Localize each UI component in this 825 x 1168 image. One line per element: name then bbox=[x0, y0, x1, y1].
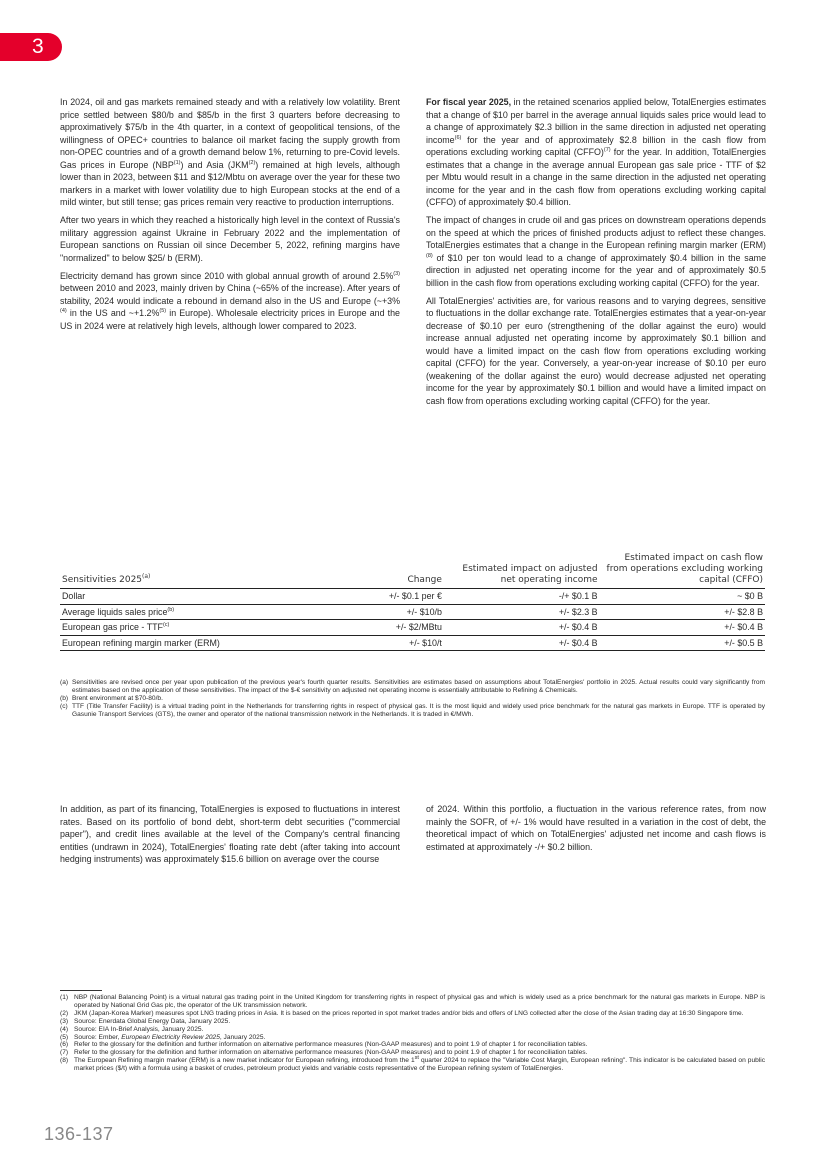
row-cffo: ~ $0 B bbox=[600, 589, 765, 605]
footnote: (2) JKM (Japan-Korea Marker) measures spot LNG trading prices in Asia. It is based on the prices reported in spot market trades and/or bids and offers of LNG collected after the close of the Asian trading day at 16:30 Singapore time. bbox=[60, 1009, 744, 1017]
row-anoi: -/+ $0.1 B bbox=[444, 589, 600, 605]
table-row bbox=[60, 620, 765, 636]
footnote: (1) NBP (National Balancing Point) is a virtual natural gas trading point in the United Kingdom for transferring rights in respect of physical gas and which is widely used as a price benchmark for the natural gas markets in Europe. NBP is operated by National Grid Gas plc, the operator of the UK transmission network. bbox=[60, 994, 765, 1009]
left-column-bottom bbox=[60, 803, 400, 871]
row-label: Average liquids sales price$^{(b)}$ bbox=[60, 604, 289, 620]
row-change: +/- $10/t bbox=[289, 635, 444, 651]
footnote: (6) Refer to the glossary for the definition and further information on alternative performance measures (Non-GAAP measures) and to point 1.9 of chapter 1 for reconciliation tables. bbox=[60, 1041, 588, 1049]
table-note: (a) Sensitivities are revised once per year upon publication of the previous year's fourth quarter results. Sensitivities are estimates based on assumptions about TotalEnergies' portfolio in 2025. Actual results could vary significantly from estimates based on the application of these sensitivities. The impact of the $-€ sensitivity on adjusted net operating income is essentially attributable to Refining & Chemicals. bbox=[60, 679, 765, 694]
row-anoi: +/- $2.3 B bbox=[444, 604, 600, 620]
footnote-divider bbox=[60, 990, 102, 991]
paragraph-sofr: of 2024. Within this portfolio, a fluctuation in the various reference rates, from now mainly the SOFR, of +/- 1% would have resulted in a variation in the cost of debt, the theoretical impact of which on TotalEnergies' adjusted net income and cash flows is estimated at approximately -/+ $0.2 billion. bbox=[426, 804, 766, 852]
footnote: (3) Source: Enerdata Global Energy Data, January 2025. bbox=[60, 1017, 231, 1025]
right-column-top bbox=[426, 96, 766, 413]
row-label: Dollar bbox=[60, 589, 289, 605]
row-change: +/- $2/MBtu bbox=[289, 620, 444, 636]
footnote: (4) Source: EIA In-Brief Analysis, January 2025. bbox=[60, 1025, 204, 1033]
row-label: European gas price - TTF$^{(c)}$ bbox=[60, 620, 289, 636]
header-adjusted-net-operating-income: Estimated impact on adjusted net operating income bbox=[444, 553, 600, 589]
sensitivities-table bbox=[60, 553, 765, 651]
row-cffo: +/- $0.4 B bbox=[600, 620, 765, 636]
header-cffo: Estimated impact on cash flow from operations excluding working capital (CFFO) bbox=[600, 553, 765, 589]
row-cffo: +/- $2.8 B bbox=[600, 604, 765, 620]
header-change: Change bbox=[289, 553, 444, 589]
row-anoi: +/- $0.4 B bbox=[444, 635, 600, 651]
left-column-top bbox=[60, 96, 400, 338]
footnote: (5) Source: Ember, European Electricity Review 2025, January 2025. bbox=[60, 1033, 266, 1041]
header-sensitivities: Sensitivities 2025$^{(a)}$ bbox=[60, 553, 289, 589]
row-change: +/- $10/b bbox=[289, 604, 444, 620]
table-notes bbox=[60, 679, 765, 719]
page-number: 136-137 bbox=[44, 1124, 114, 1144]
row-change: +/- $0.1 per € bbox=[289, 589, 444, 605]
paragraph-dollar: All TotalEnergies' activities are, for various reasons and to varying degrees, sensitive to fluctuations in the dollar exchange rate. TotalEnergies estimates that a year-on-year decrease of $0.10 per euro (strengthening of the dollar against the euro) would increase annual adjusted net operating income by approximately $0.1 billion and would have a limited impact on the cash flow from operations excluding working capital (CFFO) for the year. Conversely, a year-on-year increase of $0.10 per euro (weakening of the dollar against the euro) would decrease adjusted net operating income for the year by approximately $0.1 billion and would have a limited impact on cash flow from operations excluding working capital (CFFO) for the year. bbox=[426, 295, 766, 406]
row-label: European refining margin marker (ERM) bbox=[60, 635, 289, 651]
row-anoi: +/- $0.4 B bbox=[444, 620, 600, 636]
table-note: (c) TTF (Title Transfer Facility) is a virtual trading point in the Netherlands for transferring rights in respect of physical gas. It is the most liquid and widely used price benchmark for the natural gas markets in Europe. TTF is operated by Gasunie Transport Services (GTS), the owner and operator of the national transmission network in the Netherlands. It is traded in €/MWh. bbox=[60, 703, 765, 718]
table-row bbox=[60, 604, 765, 620]
paragraph-markets: In 2024, oil and gas markets remained steady and with a relatively low volatility. Brent price settled between $80/b and $85/b in the first 3 quarters before decreasing to approximatively $75/b in the 4th quarter, in a context of geopolitical tensions, of the willingness of OPEC+ countries to balance oil market facing the supply growth from non-OPEC countries and of a growth demand below 1%, returning to pre-Covid levels. Gas prices in Europe (NBP$^{(1)}$) and Asia (JKM$^{(2)}$) remained at high levels, although lower than in 2023, between $11 and $12/Mbtu on average over the year for these two markers in a market with lower volatility due to high European stocks at the end of a mild winter, but still tense; gas prices remain very reactive to production interruptions. bbox=[60, 97, 400, 207]
table-row bbox=[60, 635, 765, 651]
paragraph-fiscal-2025: For fiscal year 2025, in the retained scenarios applied below, TotalEnergies estimates that a change of $10 per barrel in the average annual liquids sales price would lead to a change of approximately $2.3 billion in the same direction in adjusted net operating income$^{(6)}$ for the year and of approximately $2.8 billion in the cash flow from operations excluding working capital (CFFO)$^{(7)}$ for the year. In addition, TotalEnergies estimates that a change in the average annual European gas sale price - TTF of $2 per Mbtu would result in a change in the same direction in the adjusted net operating income for the year and in the cash flow from operations excluding working capital (CFFO) of approximately $0.4 billion. bbox=[426, 97, 767, 207]
footnote: (8) The European Refining margin marker (ERM) is a new market indicator for European refining, introduced from the 1st quarter 2024 to replace the "Variable Cost Margin, European refining". This indicator is be calculated based on public market prices ($/t) with a formula using a basket of crudes, petroleum product yields and variable costs representative of the European refining system of TotalEnergies. bbox=[60, 1055, 766, 1073]
row-cffo: +/- $0.5 B bbox=[600, 635, 765, 651]
paragraph-downstream: The impact of changes in crude oil and gas prices on downstream operations depends on the speed at which the prices of finished products adjust to reflect these changes. TotalEnergies estimates that a change in the European refining margin marker (ERM)$^{(8)}$ of $10 per ton would lead to a change of approximately $0.4 billion in the same direction in adjusted net operating income for the year and of approximately $0.5 billion in the cash flow from operations excluding working capital (CFFO) for the year. bbox=[426, 215, 766, 288]
table-header-row bbox=[60, 553, 765, 589]
footnotes bbox=[60, 994, 765, 1073]
paragraph-interest-rates: In addition, as part of its financing, TotalEnergies is exposed to fluctuations in interest rates. Based on its portfolio of bond debt, short-term debt securities ("commercial paper"), and credit lines available at the level of the Company's central financing entities (undrawn in 2024), TotalEnergies' floating rate debt (after taking into account hedging instruments) was approximately $15.6 billion on average over the course bbox=[60, 804, 400, 864]
right-column-bottom bbox=[426, 803, 766, 859]
paragraph-electricity: Electricity demand has grown since 2010 with global annual growth of around 2.5%$^{(3)}$ between 2010 and 2023, mainly driven by China (~65% of the increase). After years of stability, 2024 would indicate a rebound in demand also in the US and Europe (~+3%$^{(4)}$ in the US and ~+1.2%$^{(5)}$ in Europe). Wholesale electricity prices in Europe and the US in 2024 were at relatively high levels, although lower compared to 2023. bbox=[60, 270, 400, 331]
table-row bbox=[60, 589, 765, 605]
footnote: (7) Refer to the glossary for the definition and further information on alternative performance measures (Non-GAAP measures) and to point 1.9 of chapter 1 for reconciliation tables. bbox=[60, 1049, 588, 1057]
chapter-tab: 3 bbox=[0, 33, 62, 61]
paragraph-refining: After two years in which they reached a historically high level in the context of Russia's military aggression against Ukraine in February 2022 and the implementation of European sanctions on Russian oil since December 5, 2022, refining margins have "normalized" to below $25/ b (ERM). bbox=[60, 215, 400, 263]
table-note: (b) Brent environment at $70-80/b. bbox=[60, 695, 163, 702]
